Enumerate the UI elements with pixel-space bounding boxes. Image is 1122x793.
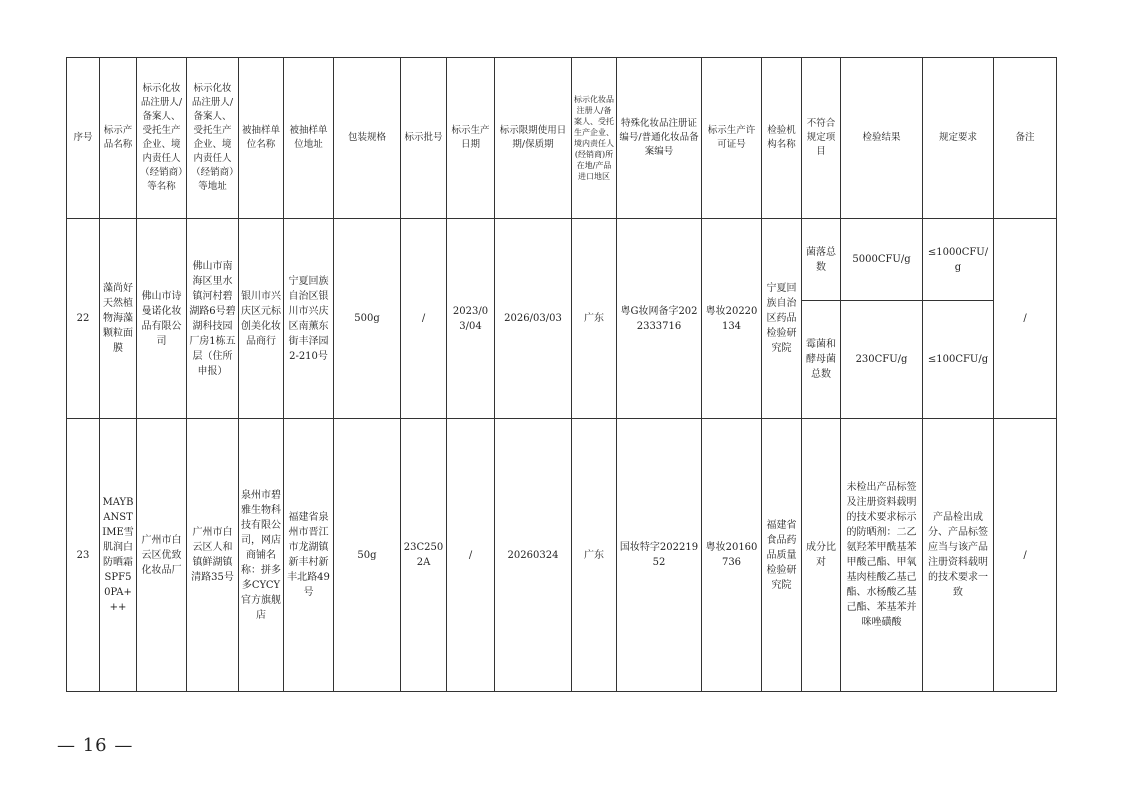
requirement: ≤100CFU/g [923, 301, 994, 419]
production-license: 粤妆20160736 [702, 419, 762, 692]
header-cell: 标示化妆品注册人/备案人、受托生产企业、境内责任人(经销商)所在地/产品进口地区 [572, 58, 617, 219]
header-cell: 标示产品名称 [100, 58, 137, 219]
header-cell: 被抽样单位名称 [239, 58, 284, 219]
inspection-result: 未检出产品标签及注册资料载明的技术要求标示的防晒剂：二乙氨羟苯甲酰基苯甲酸己酯、甲氧基肉桂酸乙基己酯、水杨酸乙基己酯、苯基苯并咪唑磺酸 [841, 419, 923, 692]
inspection-lab: 福建省食品药品质量检验研究院 [762, 419, 802, 692]
header-cell: 备注 [994, 58, 1057, 219]
package-spec: 50g [334, 419, 401, 692]
production-date: 2023/03/04 [447, 219, 495, 419]
company-name: 佛山市诗曼诺化妆品有限公司 [137, 219, 187, 419]
table-row [67, 219, 1057, 301]
expiry-date: 20260324 [495, 419, 572, 692]
header-cell: 序号 [67, 58, 100, 219]
sampled-address: 福建省泉州市晋江市龙湖镇新丰村新丰北路49号 [284, 419, 334, 692]
remark: / [994, 419, 1057, 692]
production-date: / [447, 419, 495, 692]
requirement: ≤1000CFU/g [923, 219, 994, 301]
sampled-unit: 银川市兴庆区元标创美化妆品商行 [239, 219, 284, 419]
expiry-date: 2026/03/03 [495, 219, 572, 419]
header-cell: 检验结果 [841, 58, 923, 219]
header-cell: 标示批号 [401, 58, 447, 219]
header-row [67, 58, 1057, 219]
package-spec: 500g [334, 219, 401, 419]
header-cell: 标示化妆品注册人/备案人、受托生产企业、境内责任人（经销商）等名称 [137, 58, 187, 219]
production-license: 粤妆20220134 [702, 219, 762, 419]
sampled-unit: 泉州市碧雅生物科技有限公司，网店商铺名称：拼多多CYCY官方旗舰店 [239, 419, 284, 692]
row-number: 23 [67, 419, 100, 692]
header-cell: 被抽样单位地址 [284, 58, 334, 219]
registration-number: 粤G妆网备字2022333716 [617, 219, 702, 419]
inspection-result: 230CFU/g [841, 301, 923, 419]
header-cell: 标示限期使用日期/保质期 [495, 58, 572, 219]
row-number: 22 [67, 219, 100, 419]
table-row [67, 419, 1057, 692]
product-name: MAYBANSTIME雪肌润白防晒霜SPF50PA+++ [100, 419, 137, 692]
header-cell: 规定要求 [923, 58, 994, 219]
product-name: 藻尚好天然植物海藻颗粒面膜 [100, 219, 137, 419]
batch-number: 23C2502A [401, 419, 447, 692]
inspection-results-table [66, 57, 1057, 692]
company-address: 广州市白云区人和镇鲜湖镇清路35号 [187, 419, 239, 692]
nonconforming-item: 成分比对 [802, 419, 841, 692]
requirement: 产品检出成分、产品标签应当与该产品注册资料载明的技术要求一致 [923, 419, 994, 692]
header-cell: 标示化妆品注册人/备案人、受托生产企业、境内责任人（经销商）等地址 [187, 58, 239, 219]
header-cell: 特殊化妆品注册证编号/普通化妆品备案编号 [617, 58, 702, 219]
registration-number: 国妆特字20221952 [617, 419, 702, 692]
header-cell: 标示生产日期 [447, 58, 495, 219]
inspection-result: 5000CFU/g [841, 219, 923, 301]
company-name: 广州市白云区优致化妆品厂 [137, 419, 187, 692]
nonconforming-item: 霉菌和酵母菌总数 [802, 301, 841, 419]
header-cell: 包装规格 [334, 58, 401, 219]
page-number: — 16 — [57, 735, 134, 756]
inspection-lab: 宁夏回族自治区药品检验研究院 [762, 219, 802, 419]
header-cell: 不符合规定项目 [802, 58, 841, 219]
region: 广东 [572, 219, 617, 419]
sampled-address: 宁夏回族自治区银川市兴庆区南薰东街丰泽园2-210号 [284, 219, 334, 419]
remark: / [994, 219, 1057, 419]
nonconforming-item: 菌落总数 [802, 219, 841, 301]
header-cell: 标示生产许可证号 [702, 58, 762, 219]
region: 广东 [572, 419, 617, 692]
header-cell: 检验机构名称 [762, 58, 802, 219]
company-address: 佛山市南海区里水镇河村碧湖路6号碧湖科技园厂房1栋五层（住所申报） [187, 219, 239, 419]
batch-number: / [401, 219, 447, 419]
